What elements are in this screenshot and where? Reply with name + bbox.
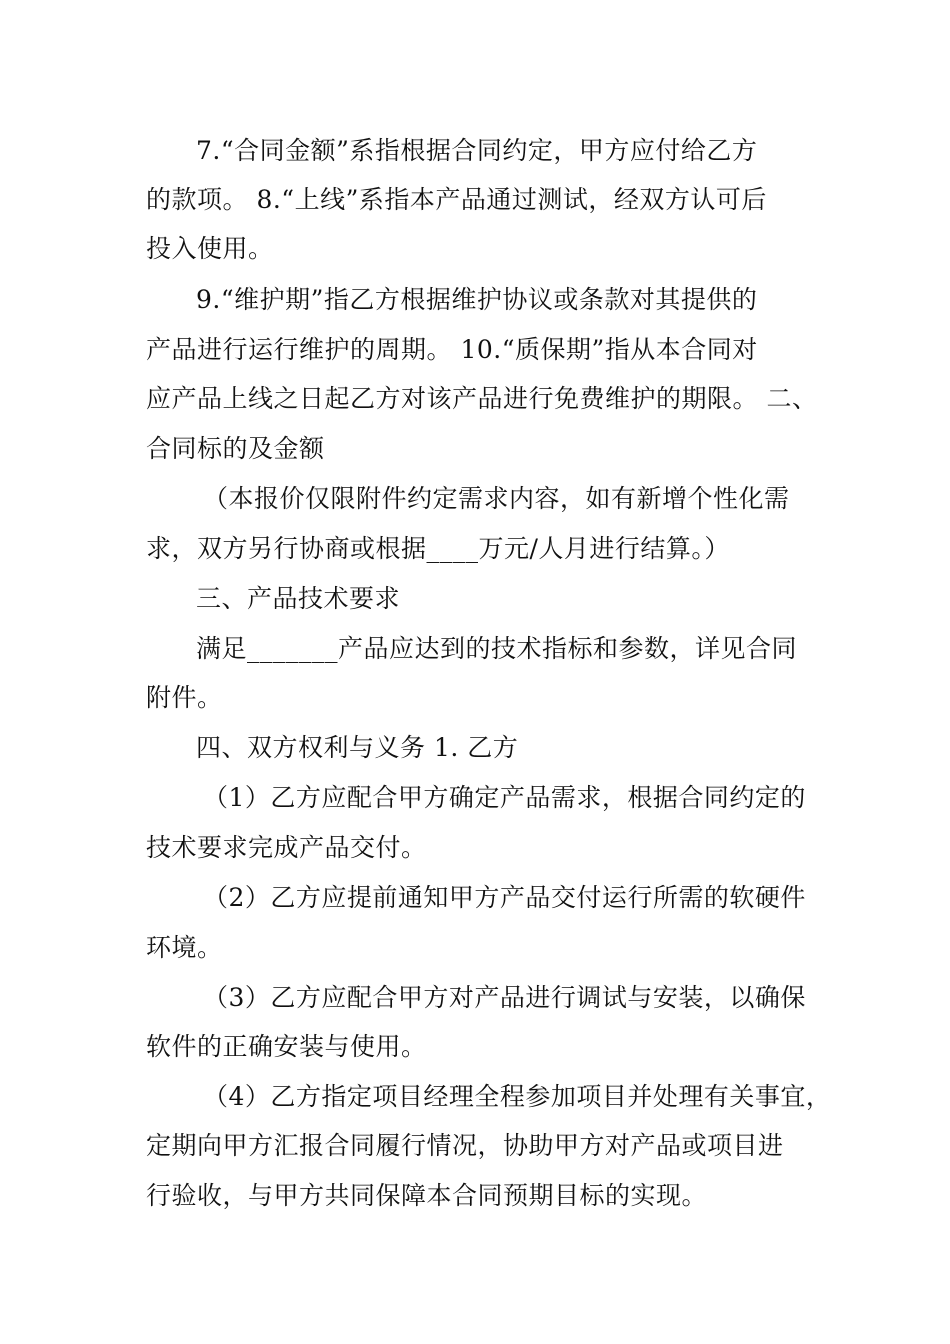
text-line: 行验收，与甲方共同保障本合同预期目标的实现。 <box>146 1181 708 1210</box>
section-heading: 四、双方权利与义务 1. 乙方 <box>196 733 519 762</box>
text-line: 的款项。 8.“上线”系指本产品通过测试，经双方认可后 <box>146 185 767 214</box>
text-line: 7.“合同金额”系指根据合同约定，甲方应付给乙方 <box>196 136 758 165</box>
text-line: 满足_______产品应达到的技术指标和参数，详见合同 <box>196 634 798 663</box>
section-heading: 三、产品技术要求 <box>196 584 401 613</box>
text-line: 软件的正确安装与使用。 <box>146 1032 427 1061</box>
text-line: （4）乙方指定项目经理全程参加项目并处理有关事宜， <box>203 1082 832 1111</box>
text-line: 附件。 <box>146 683 223 712</box>
text-line: 9.“维护期”指乙方根据维护协议或条款对其提供的 <box>196 285 758 314</box>
text-line: 合同标的及金额 <box>146 434 325 463</box>
text-line: （2）乙方应提前通知甲方产品交付运行所需的软硬件 <box>203 883 806 912</box>
text-line: 应产品上线之日起乙方对该产品进行免费维护的期限。 二、 <box>146 384 818 413</box>
text-line: 技术要求完成产品交付。 <box>146 833 427 862</box>
text-line: 环境。 <box>146 933 223 962</box>
text-line: （3）乙方应配合甲方对产品进行调试与安装，以确保 <box>203 983 806 1012</box>
text-line: （本报价仅限附件约定需求内容，如有新增个性化需 <box>203 484 790 513</box>
text-line: 求，双方另行协商或根据____万元/人月进行结算。） <box>146 534 730 563</box>
text-line: 投入使用。 <box>146 234 274 263</box>
text-line: 定期向甲方汇报合同履行情况，协助甲方对产品或项目进 <box>146 1131 784 1160</box>
text-line: 产品进行运行维护的周期。 10.“质保期”指从本合同对 <box>146 335 758 364</box>
text-line: （1）乙方应配合甲方确定产品需求，根据合同约定的 <box>203 783 806 812</box>
